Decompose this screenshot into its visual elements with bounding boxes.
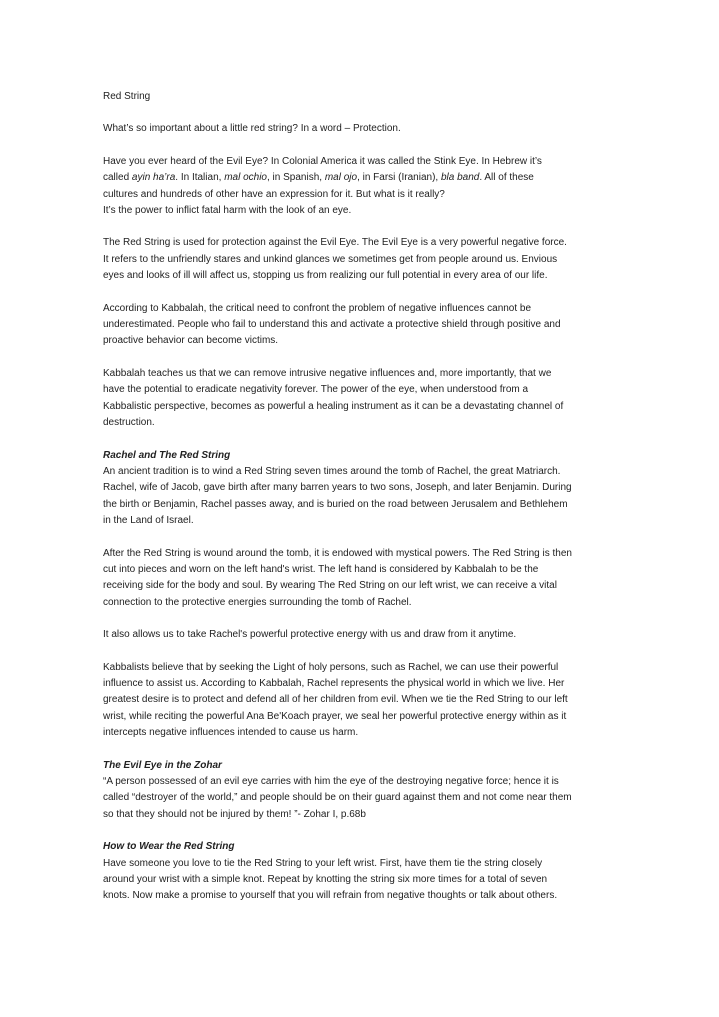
- wound-line: connection to the protective energies surrounding the tomb of Rachel.: [103, 596, 412, 608]
- zohar-line: “A person possessed of an evil eye carries with him the eye of the destroying negative force; hence it is: [103, 776, 559, 787]
- protection-line: The Red String is used for protection against the Evil Eye. The Evil Eye is a very powerful negative force.: [103, 237, 567, 249]
- wound-paragraph: [103, 546, 615, 612]
- zohar-line: so that they should not be injured by them! ”- Zohar I, p.68b: [103, 808, 366, 820]
- kabbalah-need-paragraph: [103, 301, 615, 350]
- evil-eye-paragraph: [103, 154, 615, 220]
- rachel-line: Rachel, wife of Jacob, gave birth after many barren years to two sons, Joseph, and later Benjamin. During: [103, 482, 572, 494]
- kabbalists-line: Kabbalists believe that by seeking the Light of holy persons, such as Rachel, we can use their powerful: [103, 661, 559, 673]
- italian-term: mal ochio: [224, 172, 267, 184]
- rachel-line: An ancient tradition is to wind a Red String seven times around the tomb of Rachel, the great Matriarch.: [103, 465, 561, 477]
- kabbalah-need-line: According to Kabbalah, the critical need to confront the problem of negative influences cannot be: [103, 302, 532, 314]
- kabbalists-line: influence to assist us. According to Kabbalah, Rachel represents the physical world in which we live. Her: [103, 677, 565, 689]
- rachel-line: in the Land of Israel.: [103, 515, 194, 527]
- kabbalists-line: intercepts negative influences intended to cause us harm.: [103, 727, 359, 739]
- protection-paragraph: [103, 235, 615, 284]
- zohar-heading: The Evil Eye in the Zohar: [103, 759, 222, 771]
- wear-section: [103, 839, 615, 905]
- evil-eye-line-3: cultures and hundreds of other have an expression for it. But what is it really?: [103, 188, 445, 200]
- wear-line: around your wrist with a simple knot. Repeat by knotting the string six more times for a total of seven: [103, 874, 548, 886]
- text-span: called: [103, 172, 132, 184]
- text-span: , in Spanish,: [267, 172, 325, 184]
- wound-line: receiving side for the body and soul. By wearing The Red String on our left wrist, we can receive a vital: [103, 580, 557, 592]
- kabbalah-need-line: proactive behavior can become victims.: [103, 335, 279, 347]
- hebrew-term: ayin ha’ra: [131, 172, 176, 184]
- kabbalah-teaches-line: Kabbalistic perspective, becomes as powerful a healing instrument as it can be a devastating channel of: [103, 400, 564, 412]
- wear-line: Have someone you love to tie the Red String to your left wrist. First, have them tie the string closely: [103, 857, 543, 869]
- zohar-section: [103, 758, 615, 824]
- document-page: [103, 89, 615, 921]
- wear-line: knots. Now make a promise to yourself that you will refrain from negative thoughts or talk about others.: [103, 890, 558, 902]
- kabbalah-teaches-line: have the potential to eradicate negativity forever. The power of the eye, when understood from a: [103, 384, 529, 396]
- kabbalists-line: wrist, while reciting the powerful Ana Be'Koach prayer, we seal her powerful protective energy within as it: [103, 710, 567, 722]
- kabbalah-teaches-line: destruction.: [103, 417, 155, 429]
- kabbalists-line: greatest desire is to protect and defend all of her children from evil. When we tie the Red String to our left: [103, 694, 568, 706]
- rachel-heading: Rachel and The Red String: [103, 449, 231, 461]
- kabbalah-teaches-paragraph: [103, 366, 615, 432]
- kabbalah-need-line: underestimated. People who fail to understand this and activate a protective shield through positive and: [103, 319, 561, 331]
- farsi-term: bla band: [440, 172, 480, 184]
- kabbalah-teaches-line: Kabbalah teaches us that we can remove intrusive negative influences and, more importantly, that we: [103, 367, 552, 379]
- evil-eye-line-1: Have you ever heard of the Evil Eye? In Colonial America it was called the Stink Eye. In Hebrew it’s: [103, 155, 542, 167]
- evil-eye-line-4: It’s the power to inflict fatal harm with the look of an eye.: [103, 205, 352, 217]
- rachel-line: the birth or Benjamin, Rachel passes away, and is buried on the road between Jerusalem and Bethlehem: [103, 498, 568, 510]
- intro-paragraph: What’s so important about a little red string? In a word – Protection.: [103, 123, 401, 135]
- document-title: Red String: [103, 91, 151, 102]
- spanish-term: mal ojo: [324, 172, 358, 184]
- wear-heading: How to Wear the Red String: [103, 841, 235, 853]
- rachel-section: [103, 448, 615, 530]
- wound-line: cut into pieces and worn on the left hand's wrist. The left hand is considered by Kabbalah to be the: [103, 563, 539, 575]
- protection-line: It refers to the unfriendly stares and unkind glances we sometimes get from people around us. Envious: [103, 253, 558, 265]
- allows-paragraph: It also allows us to take Rachel's powerful protective energy with us and draw from it anytime.: [103, 629, 517, 641]
- wound-line: After the Red String is wound around the tomb, it is endowed with mystical powers. The Red String is then: [103, 547, 572, 559]
- zohar-line: called “destroyer of the world,” and people should be on their guard against them and not come near them: [103, 792, 572, 804]
- text-span: , in Farsi (Iranian),: [357, 172, 441, 184]
- text-span: . In Italian,: [175, 172, 225, 184]
- evil-eye-line-2: [103, 170, 615, 186]
- protection-line: eyes and looks of ill will affect us, stopping us from realizing our full potential in every area of our life.: [103, 270, 548, 282]
- text-span: . All of these: [479, 172, 534, 184]
- kabbalists-paragraph: [103, 660, 615, 742]
